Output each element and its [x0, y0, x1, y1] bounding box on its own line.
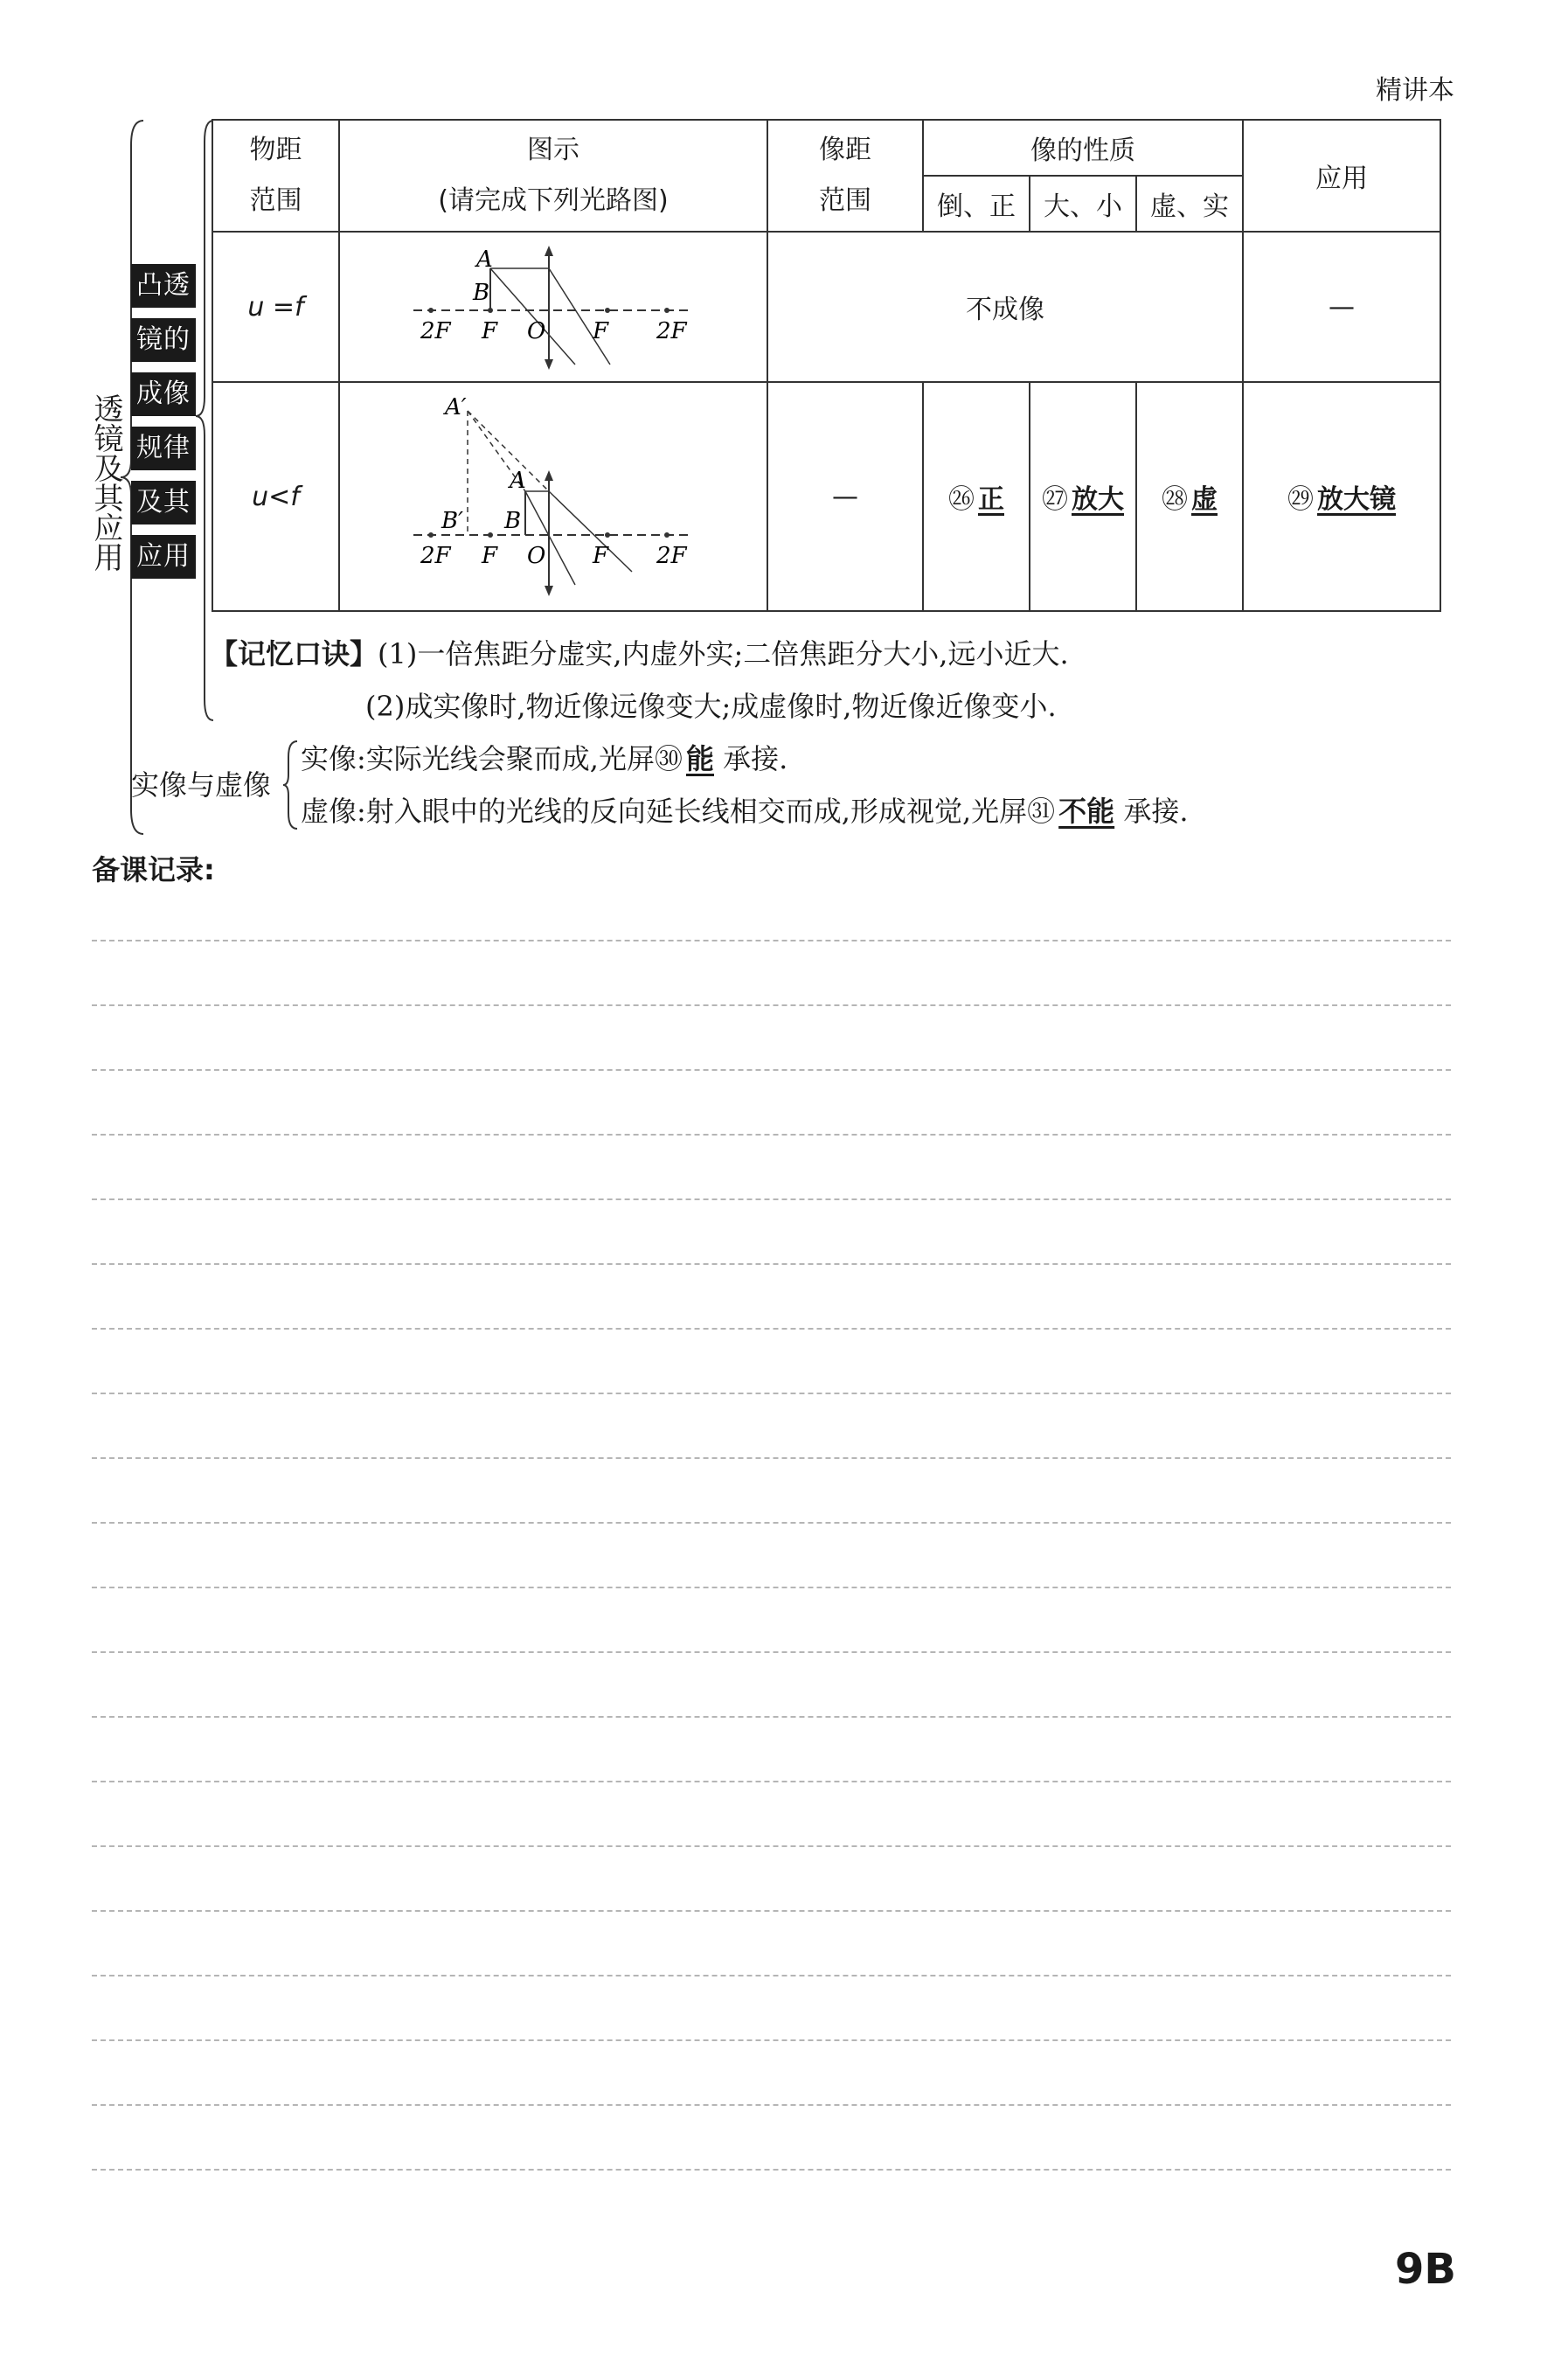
header-real-virtual: 虚、实 [1136, 176, 1243, 232]
answer-28: 虚 [1191, 484, 1218, 515]
ruled-line [92, 1069, 1451, 1071]
inner-topic-line: 成像 [131, 372, 196, 416]
ruled-line [92, 1845, 1451, 1847]
ruled-line [92, 1716, 1451, 1718]
label-O: O [527, 318, 546, 344]
header-image-properties: 像的性质 [923, 120, 1243, 176]
ruled-line [92, 2169, 1451, 2171]
answer-29: 放大镜 [1317, 484, 1397, 515]
row1-diagram [339, 232, 767, 382]
inner-topic-line: 镜的 [131, 318, 196, 362]
label-F-right: F [593, 543, 609, 569]
ray-diagram-u-less-f [396, 388, 711, 598]
row2-image-distance: — [767, 382, 923, 611]
inner-topic-line: 应用 [131, 535, 196, 579]
answer-27: 放大 [1072, 484, 1124, 515]
header-size: 大、小 [1030, 176, 1136, 232]
ruled-line [92, 1328, 1451, 1330]
header-diagram: 图示 (请完成下列光路图) [339, 120, 767, 232]
mnemonic-tag: 【记忆口诀】 [210, 637, 378, 670]
ruled-line [92, 1910, 1451, 1912]
label-2F-right: 2F [656, 318, 687, 344]
ray-diagram-u-equals-f [396, 233, 711, 373]
header-orientation: 倒、正 [923, 176, 1030, 232]
row1-result: 不成像 [767, 232, 1243, 382]
ruled-line [92, 2104, 1451, 2106]
ruled-line [92, 1587, 1451, 1588]
row2-type: ㉘ 虚 [1136, 382, 1243, 611]
ruled-line [92, 1975, 1451, 1976]
mnemonic-line-1: 【记忆口诀】(1)一倍焦距分虚实,内虚外实;二倍焦距分大小,远小近大. [210, 637, 1069, 670]
ruled-line [92, 940, 1451, 941]
inner-topic-box [131, 264, 196, 589]
ruled-line [92, 2039, 1451, 2041]
inner-topic-line: 凸透 [131, 264, 196, 308]
real-virtual-heading: 实像与虚像 [131, 768, 272, 802]
label-2F-left: 2F [420, 318, 451, 344]
ruled-line [92, 1004, 1451, 1006]
row2-object-distance: u<f [212, 382, 339, 611]
row2-size: ㉗ 放大 [1030, 382, 1136, 611]
label-F-left: F [482, 318, 498, 344]
lens-imaging-table [212, 119, 1441, 612]
ruled-line [92, 1198, 1451, 1200]
row2-orientation: ㉖ 正 [923, 382, 1030, 611]
ruled-line [92, 1393, 1451, 1394]
real-image-line: 实像:实际光线会聚而成,光屏㉚ 能 承接. [301, 742, 788, 775]
row1-object-distance: u =f [212, 232, 339, 382]
label-B: B [504, 508, 522, 534]
notes-label: 备课记录: [92, 853, 215, 886]
real-virtual-brace [281, 740, 299, 830]
label-F-left: F [482, 543, 498, 569]
row1-application: — [1243, 232, 1440, 382]
header-object-distance: 物距 范围 [212, 120, 339, 232]
label-2F-left: 2F [420, 543, 451, 569]
page-header-label: 精讲本 [1376, 75, 1454, 106]
answer-31: 不能 [1058, 795, 1115, 828]
ruled-line [92, 1457, 1451, 1459]
header-image-distance: 像距 范围 [767, 120, 923, 232]
header-application: 应用 [1243, 120, 1440, 232]
row2-application: ㉙ 放大镜 [1243, 382, 1440, 611]
ruled-line [92, 1134, 1451, 1136]
label-B-prime: B′ [441, 508, 464, 534]
label-A-prime: A′ [445, 394, 467, 420]
ruled-line [92, 1522, 1451, 1524]
page-number: 9B [1395, 2245, 1456, 2294]
label-A: A [510, 468, 526, 494]
answer-30: 能 [685, 742, 714, 775]
row2-diagram [339, 382, 767, 611]
ruled-line [92, 1263, 1451, 1265]
label-F-right: F [593, 318, 609, 344]
ruled-line [92, 1651, 1451, 1653]
mnemonic-line-2: (2)成实像时,物近像远像变大;成虚像时,物近像近像变小. [365, 690, 1057, 723]
ruled-line [92, 1781, 1451, 1782]
inner-topic-line: 及其 [131, 481, 196, 524]
label-B: B [473, 280, 490, 306]
label-A: A [476, 247, 493, 273]
label-2F-right: 2F [656, 543, 687, 569]
outer-topic-label: 透镜及其应用 [88, 393, 123, 572]
inner-topic-line: 规律 [131, 427, 196, 470]
virtual-image-line: 虚像:射入眼中的光线的反向延长线相交而成,形成视觉,光屏㉛ 不能 承接. [301, 795, 1189, 828]
answer-26: 正 [978, 484, 1004, 515]
label-O: O [527, 543, 546, 569]
